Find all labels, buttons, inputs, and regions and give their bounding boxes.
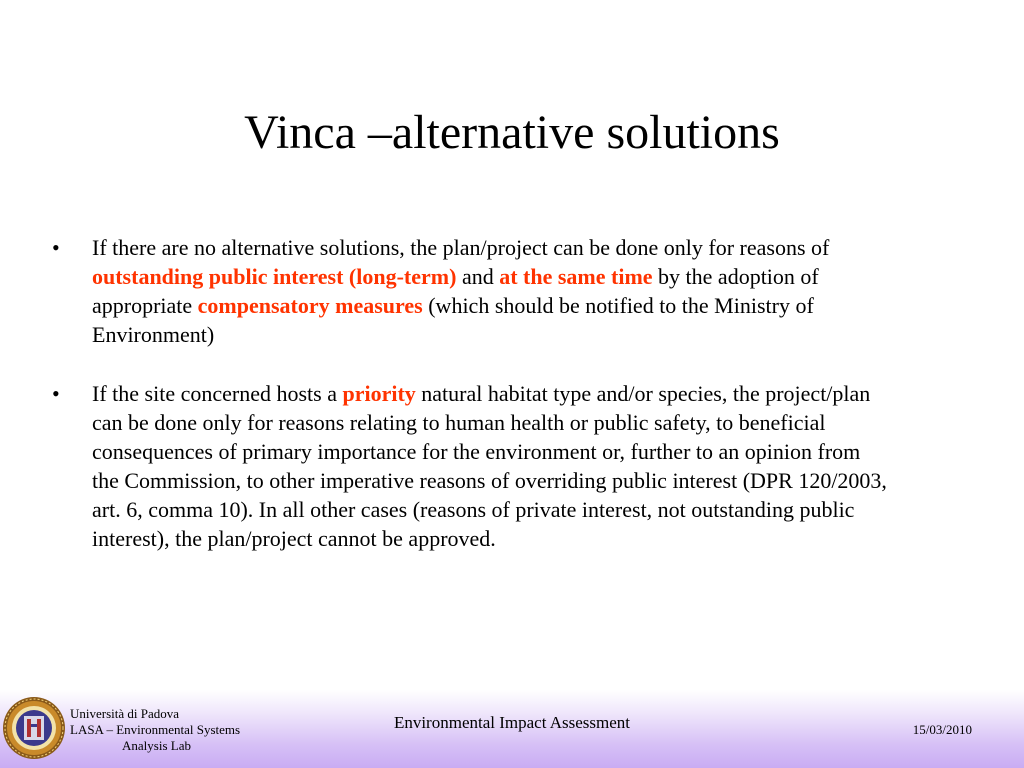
bullet-item bbox=[52, 233, 892, 349]
lab-name-continued: Analysis Lab bbox=[122, 738, 191, 753]
institution-name: Università di Padova bbox=[70, 706, 180, 721]
lab-name: LASA – Environmental Systems bbox=[70, 722, 241, 737]
bullet-text: If there are no alternative solutions, the plan/project can be done only for reasons of bbox=[92, 235, 830, 260]
footer-date: 15/03/2010 bbox=[912, 722, 972, 737]
bullet-text: (which should be notified to the Ministry of Environment) bbox=[92, 293, 814, 347]
bullet-text: natural habitat type and/or species, the project/plan can be done only for reasons relating to human health or public safety, to beneficial consequences of primary importance for the environment or, further to an opinion from the Commission, to other imperative reasons of overriding public interest (DPR 120/2003, art. 6, comma 10). In all other cases (reasons of private interest, not outstanding public interest), the plan/project cannot be approved. bbox=[92, 381, 887, 551]
footer-bar bbox=[0, 690, 1024, 768]
bullet-text: and bbox=[456, 264, 500, 289]
highlighted-text: priority bbox=[342, 381, 416, 406]
bullet-marker: • bbox=[52, 235, 60, 260]
highlighted-text: outstanding public interest (long-term) bbox=[92, 264, 457, 289]
footer-course-title: Environmental Impact Assessment bbox=[393, 713, 631, 732]
bullet-marker: • bbox=[52, 381, 60, 406]
bullet-text: If the site concerned hosts a bbox=[92, 381, 343, 406]
highlighted-text: compensatory measures bbox=[197, 293, 423, 318]
highlighted-text: at the same time bbox=[499, 264, 653, 289]
bullet-text: by the adoption of appropriate bbox=[92, 264, 819, 318]
bullet-list bbox=[52, 233, 892, 583]
slide-title: Vinca –alternative solutions bbox=[244, 106, 780, 159]
bullet-item bbox=[52, 379, 892, 553]
